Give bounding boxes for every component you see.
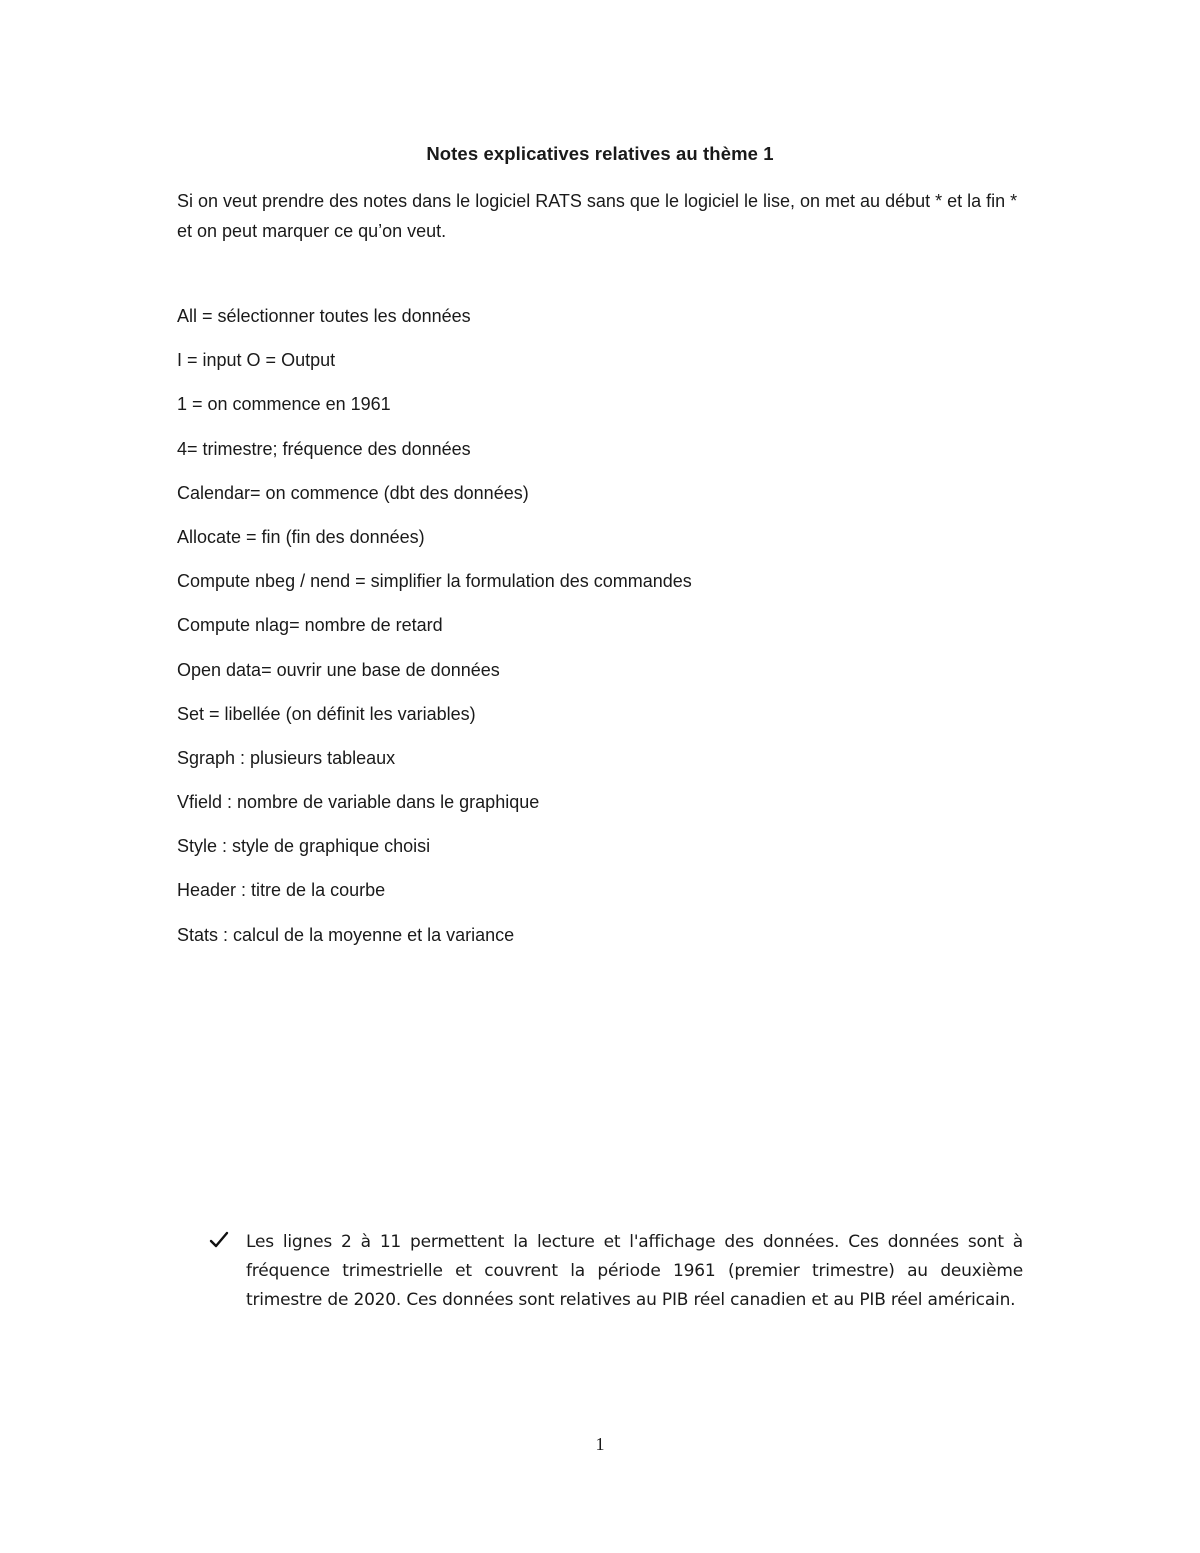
definition-item: Stats : calcul de la moyenne et la variance (177, 924, 515, 945)
page-title: Notes explicatives relatives au thème 1 (426, 143, 774, 164)
definition-item: Sgraph : plusieurs tableaux (177, 747, 396, 768)
definition-item: Vfield : nombre de variable dans le graphique (177, 792, 540, 813)
note-paragraph: Les lignes 2 à 11 permettent la lecture et l'affichage des données. Ces données sont à fréquence trimestrielle et couvrent la période 1961 (premier trimestre) au deuxième trimestre de 2020. Ces données sont relatives au PIB réel canadien et au PIB réel américain. (246, 1232, 1023, 1310)
definition-item: Set = libellée (on définit les variables) (177, 703, 476, 724)
definition-item: 1 = on commence en 1961 (177, 394, 391, 415)
page-number: 1 (595, 1434, 605, 1454)
definition-item: All = sélectionner toutes les données (177, 306, 471, 326)
definitions-list (177, 303, 692, 966)
definition-item: Allocate = fin (fin des données) (177, 526, 425, 547)
definition-item: I = input O = Output (177, 350, 336, 371)
definition-item: Compute nlag= nombre de retard (177, 615, 443, 636)
definition-item: Calendar= on commence (dbt des données) (177, 482, 529, 503)
definition-item: Compute nbeg / nend = simplifier la formulation des commandes (177, 571, 692, 592)
definition-item: Header : titre de la courbe (177, 880, 386, 901)
definition-item: 4= trimestre; fréquence des données (177, 438, 471, 459)
check-icon (209, 1230, 229, 1250)
intro-paragraph: Si on veut prendre des notes dans le logiciel RATS sans que le logiciel le lise, on met au début * et la fin * et on peut marquer ce qu’on veut. (177, 191, 1018, 241)
definition-item: Open data= ouvrir une base de données (177, 659, 500, 680)
definition-item: Style : style de graphique choisi (177, 836, 431, 857)
